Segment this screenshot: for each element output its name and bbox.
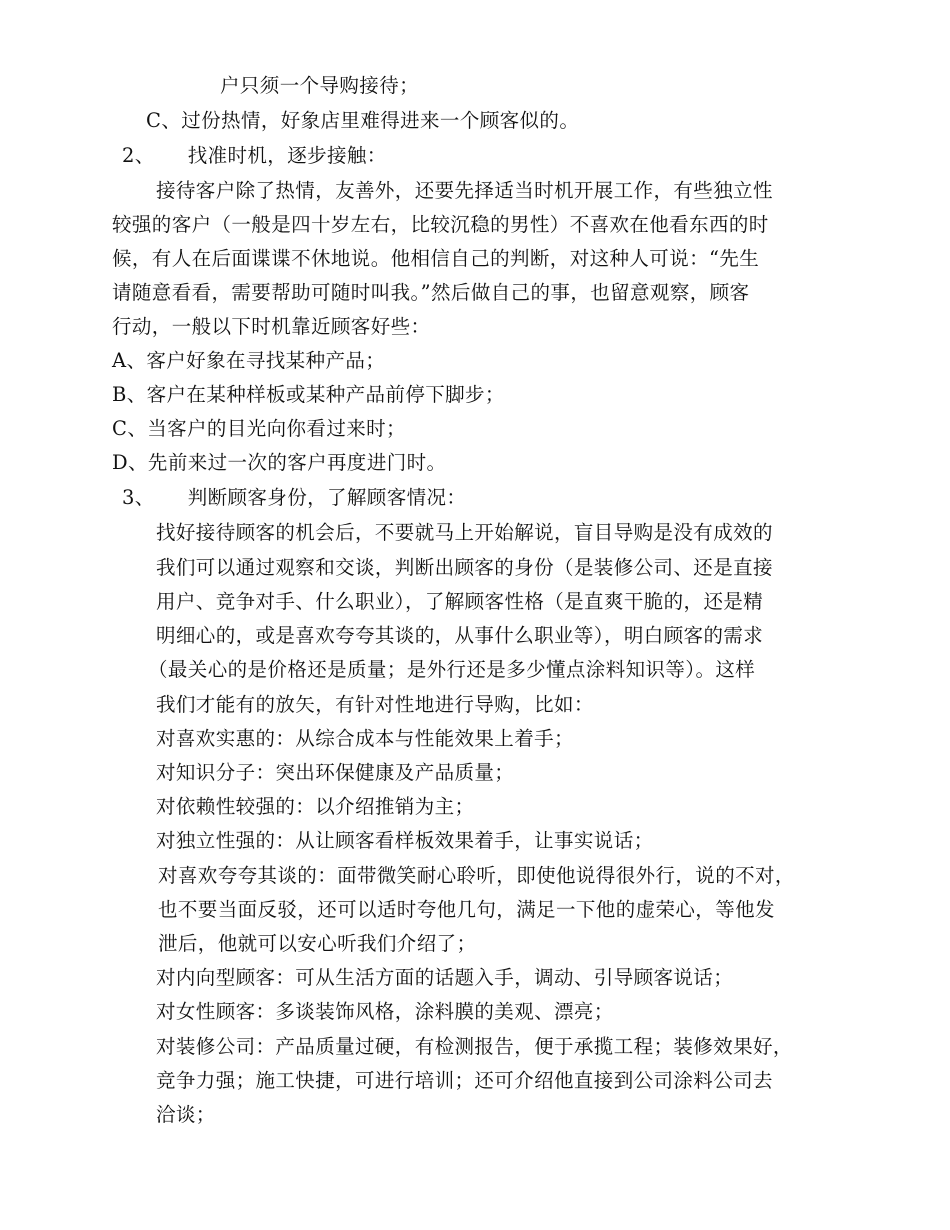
text-line: 也不要当面反驳，还可以适时夸他几句，满足一下他的虚荣心，等他发	[158, 898, 775, 921]
list-item: 对喜欢夸夸其谈的：面带微笑耐心聆听，即使他说得很外行，说的不对，	[158, 864, 795, 887]
text-line: 我们才能有的放矢，有针对性地进行导购，比如：	[156, 693, 594, 716]
text-line: 接待客户除了热情，友善外，还要先择适当时机开展工作，有些独立性	[156, 179, 773, 202]
section-heading: 3、 判断顾客身份，了解顾客情况：	[122, 486, 467, 509]
text-line: 找好接待顾客的机会后，不要就马上开始解说，盲目导购是没有成效的	[156, 521, 773, 544]
list-item: A、客户好象在寻找某种产品；	[112, 349, 386, 372]
list-item: 对女性顾客：多谈装饰风格，涂料膜的美观、漂亮；	[156, 1000, 614, 1023]
text-line: 洽谈；	[156, 1103, 216, 1126]
list-item: C、当客户的目光向你看过来时；	[112, 417, 406, 440]
list-item: 对独立性强的：从让顾客看样板效果着手，让事实说话；	[156, 829, 654, 852]
list-item: 对装修公司：产品质量过硬，有检测报告，便于承揽工程；装修效果好，	[156, 1035, 793, 1058]
list-item: 对喜欢实惠的：从综合成本与性能效果上着手；	[156, 727, 574, 750]
text-line: 候，有人在后面谍谍不休地说。他相信自己的判断，对这种人可说：“先生	[112, 247, 760, 270]
text-line: C、过份热情，好象店里难得进来一个顾客似的。	[146, 109, 580, 132]
list-item: B、客户在某种样板或某种产品前停下脚步；	[112, 383, 505, 406]
text-line: 行动，一般以下时机靠近顾客好些：	[112, 315, 431, 338]
section-heading: 2、 找准时机，逐步接触：	[122, 144, 387, 167]
list-item: D、先前来过一次的客户再度进门时。	[112, 451, 447, 474]
text-line: （最关心的是价格还是质量；是外行还是多少懂点涂料知识等）。这样	[148, 658, 756, 681]
text-line: 我们可以通过观察和交谈，判断出顾客的身份（是装修公司、还是直接	[156, 556, 773, 579]
text-line: 户只须一个导购接待；	[220, 74, 420, 97]
text-line: 泄后，他就可以安心听我们介绍了；	[158, 932, 477, 955]
text-line: 明细心的，或是喜欢夸夸其谈的，从事什么职业等），明白顾客的需求	[156, 624, 764, 647]
list-item: 对依赖性较强的：以介绍推销为主；	[156, 795, 475, 818]
text-line: 较强的客户（一般是四十岁左右，比较沉稳的男性）不喜欢在他看东西的时	[112, 213, 769, 236]
text-line: 请随意看看，需要帮助可随时叫我。”然后做自己的事，也留意观察，顾客	[112, 281, 750, 304]
text-line: 竞争力强；施工快捷，可进行培训；还可介绍他直接到公司涂料公司去	[156, 1069, 773, 1092]
list-item: 对知识分子：突出环保健康及产品质量；	[156, 761, 515, 784]
text-line: 用户、竞争对手、什么职业），了解顾客性格（是直爽干脆的，还是精	[156, 590, 764, 613]
list-item: 对内向型顾客：可从生活方面的话题入手，调动、引导顾客说话；	[156, 966, 734, 989]
